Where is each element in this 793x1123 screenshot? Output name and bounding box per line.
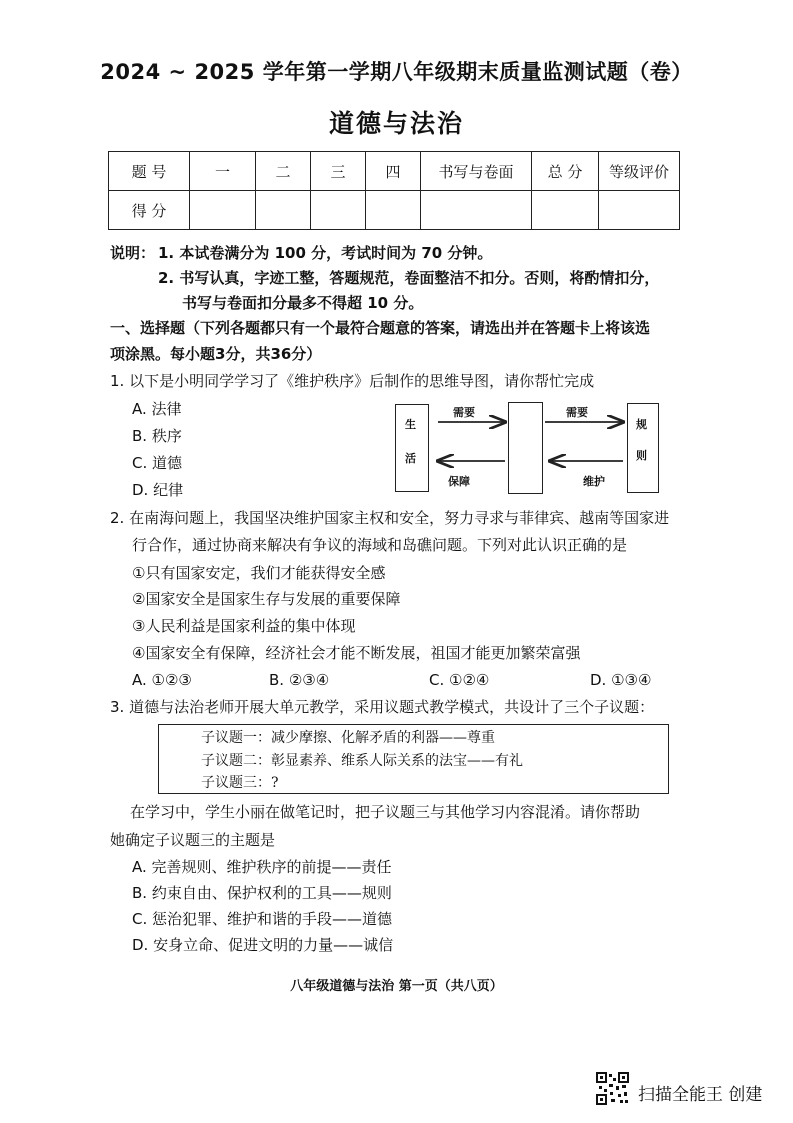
section-heading-continued: 项涂黑。每小题3分，共36分） bbox=[110, 345, 322, 363]
score-input-cell bbox=[366, 191, 421, 230]
q3-option-c: C. 惩治犯罪、维护和谐的手段——道德 bbox=[132, 910, 393, 928]
score-cell-label: 题 号 bbox=[109, 152, 190, 191]
q3-option-b: B. 约束自由、保护权利的工具——规则 bbox=[132, 884, 392, 902]
q3-topic-3: 子议题三：? bbox=[201, 775, 279, 791]
q2-option-d: D. ①③④ bbox=[590, 671, 652, 689]
diagram-maintain-label: 维护 bbox=[583, 475, 605, 488]
q3-stem: 3. 道德与法治老师开展大单元教学，采用议题式教学模式，共设计了三个子议题： bbox=[110, 698, 655, 716]
score-input-cell bbox=[256, 191, 311, 230]
diagram-life-label-2: 活 bbox=[405, 452, 416, 465]
q1-option-b: B. 秩序 bbox=[132, 427, 182, 445]
q2-statement-1: ①只有国家安定，我们才能获得安全感 bbox=[132, 564, 386, 582]
score-input-cell bbox=[190, 191, 256, 230]
q2-statement-2: ②国家安全是国家生存与发展的重要保障 bbox=[132, 590, 401, 608]
section-heading: 一、选择题（下列各题都只有一个最符合题意的答案，请选出并在答题卡上将该选 bbox=[110, 319, 651, 337]
score-cell-q4: 四 bbox=[366, 152, 421, 191]
score-input-cell bbox=[311, 191, 366, 230]
q1-option-a: A. 法律 bbox=[132, 400, 182, 418]
score-table bbox=[108, 151, 680, 230]
q2-option-b: B. ②③④ bbox=[269, 671, 330, 689]
q2-stem-continued: 行合作，通过协商来解决有争议的海域和岛礁问题。下列对此认识正确的是 bbox=[132, 536, 628, 554]
score-cell-total: 总 分 bbox=[532, 152, 599, 191]
exam-title: 2024 ~ 2025 学年第一学期八年级期末质量监测试题（卷） bbox=[100, 60, 693, 84]
diagram-arrows bbox=[380, 395, 670, 505]
scanner-watermark: 扫描全能王 创建 bbox=[638, 1085, 763, 1105]
diagram-rules-label-1: 规 bbox=[636, 418, 647, 431]
q3-option-a: A. 完善规则、维护秩序的前提——责任 bbox=[132, 858, 392, 876]
score-row-label: 得 分 bbox=[109, 191, 190, 230]
diagram-guarantee-label: 保障 bbox=[448, 475, 470, 488]
diagram-life-label-1: 生 bbox=[405, 418, 416, 431]
q3-paragraph: 在学习中，学生小丽在做笔记时，把子议题三与其他学习内容混淆。请你帮助 bbox=[130, 803, 641, 821]
q2-stem: 2. 在南海问题上，我国坚决维护国家主权和安全，努力寻求与菲律宾、越南等国家进 bbox=[110, 509, 670, 527]
score-cell-q3: 三 bbox=[311, 152, 366, 191]
q2-statement-3: ③人民利益是国家利益的集中体现 bbox=[132, 617, 356, 635]
score-cell-writing: 书写与卷面 bbox=[421, 152, 532, 191]
q1-stem: 1. 以下是小明同学学习了《维护秩序》后制作的思维导图，请你帮忙完成 bbox=[110, 372, 595, 390]
q3-option-d: D. 安身立命、促进文明的力量——诚信 bbox=[132, 936, 394, 954]
score-cell-q1: 一 bbox=[190, 152, 256, 191]
score-cell-grade: 等级评价 bbox=[599, 152, 680, 191]
score-table-header-row bbox=[109, 152, 680, 191]
q3-paragraph-continued: 她确定子议题三的主题是 bbox=[110, 831, 276, 849]
score-cell-q2: 二 bbox=[256, 152, 311, 191]
notes-label: 说明： bbox=[110, 244, 156, 262]
score-input-cell bbox=[421, 191, 532, 230]
score-input-cell bbox=[599, 191, 680, 230]
page-footer: 八年级道德与法治 第一页（共八页） bbox=[290, 979, 503, 994]
score-input-cell bbox=[532, 191, 599, 230]
note-item-2-continued: 书写与卷面扣分最多不得超 10 分。 bbox=[182, 294, 424, 312]
q2-statement-4: ④国家安全有保障，经济社会才能不断发展，祖国才能更加繁荣富强 bbox=[132, 644, 581, 662]
q3-topic-2: 子议题二：彰显素养、维系人际关系的法宝——有礼 bbox=[201, 753, 523, 769]
diagram-need-label-right: 需要 bbox=[566, 406, 588, 419]
q1-option-d: D. 纪律 bbox=[132, 481, 184, 499]
subject-title: 道德与法治 bbox=[328, 109, 464, 138]
q3-topic-1: 子议题一：减少摩擦、化解矛盾的利器——尊重 bbox=[201, 730, 495, 746]
diagram-rules-label-2: 则 bbox=[636, 449, 647, 462]
diagram-need-label-left: 需要 bbox=[453, 406, 475, 419]
note-item-1: 1. 本试卷满分为 100 分，考试时间为 70 分钟。 bbox=[158, 244, 493, 262]
q2-option-c: C. ①②④ bbox=[429, 671, 490, 689]
note-item-2: 2. 书写认真，字迹工整，答题规范，卷面整洁不扣分。否则，将酌情扣分， bbox=[158, 269, 660, 287]
score-table-score-row bbox=[109, 191, 680, 230]
q1-option-c: C. 道德 bbox=[132, 454, 183, 472]
qr-code-icon bbox=[596, 1072, 629, 1105]
q2-option-a: A. ①②③ bbox=[132, 671, 192, 689]
